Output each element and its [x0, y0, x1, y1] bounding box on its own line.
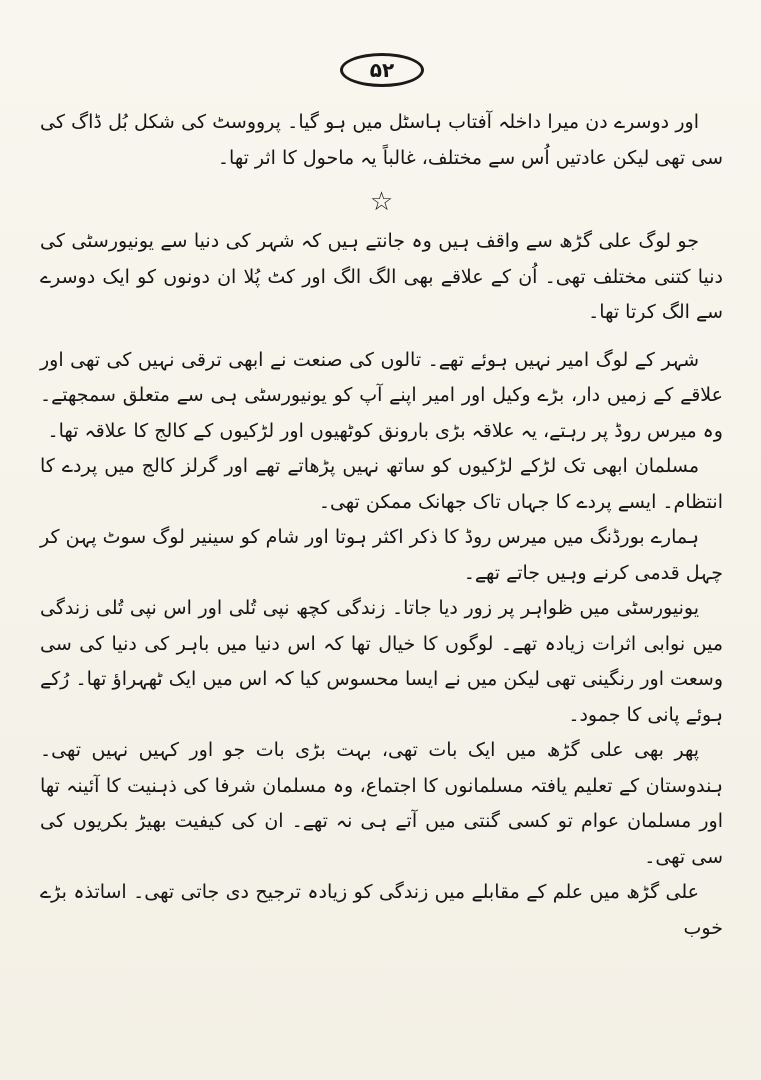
paragraph-1: اور دوسرے دن میرا داخلہ آفتاب ہاسٹل میں ہو گیا۔ پرووسٹ کی شکل بُل ڈاگ کی سی تھی لیکن عادتیں اُس سے مختلف، غالباً یہ ماحول کا اثر تھا۔ [40, 111, 723, 169]
page-number: ۵۲ [369, 58, 395, 82]
paragraph-7: پھر بھی علی گڑھ میں ایک بات تھی، بہت بڑی بات جو اور کہیں نہیں تھی۔ ہندوستان کے تعلیم یافتہ مسلمانوں کا اجتماع، وہ مسلمان شرفا کی ذہنیت کا آئینہ تھا اور مسلمان عوام تو کسی گنتی میں آتے ہی نہ تھے۔ ان کی کیفیت بھیڑ بکریوں کی سی تھی۔ [40, 739, 723, 868]
page-body [40, 105, 723, 946]
paragraph-3: شہر کے لوگ امیر نہیں ہوئے تھے۔ تالوں کی صنعت نے ابھی ترقی نہیں کی تھی اور علاقے کے زمیں دار، بڑے وکیل اور امیر اپنے آپ کو یونیورسٹی ہی سے متعلق سمجھتے۔ وہ میرس روڈ پر رہتے، یہ علاقہ بڑی بارونق کوٹھیوں اور لڑکیوں کے کالج کا علاقہ تھا۔ [40, 348, 723, 442]
paragraph-4: مسلمان ابھی تک لڑکے لڑکیوں کو ساتھ نہیں پڑھاتے تھے اور گرلز کالج میں پردے کا انتظام۔ ایسے پردے کا جہاں تاک جھانک ممکن تھی۔ [40, 455, 723, 513]
star-outline-icon: ☆ [369, 187, 394, 217]
paragraph-8: علی گڑھ میں علم کے مقابلے میں زندگی کو زیادہ ترجیح دی جاتی تھی۔ اساتذہ بڑے خوب [40, 881, 723, 939]
paragraph-2: جو لوگ علی گڑھ سے واقف ہیں وہ جانتے ہیں کہ شہر کی دنیا سے یونیورسٹی کی دنیا کتنی مختلف تھی۔ اُن کے علاقے بھی الگ الگ اور کٹ پُلا ان دونوں کو ایک دوسرے سے الگ کرتا تھا۔ [40, 230, 723, 323]
page-number-badge [340, 53, 424, 87]
paragraph-6: یونیورسٹی میں ظواہر پر زور دیا جاتا۔ زندگی کچھ نپی تُلی اور اس نپی تُلی زندگی میں نوابی اثرات زیادہ تھے۔ لوگوں کا خیال تھا کہ اس دنیا میں باہر کی دنیا کی سی وسعت اور رنگینی تھی لیکن میں نے ایسا محسوس کیا کہ اس میں ایک ٹھہراؤ تھا۔ رُکے ہوئے پانی کا جمود۔ [40, 597, 723, 726]
paragraph-5: ہمارے بورڈنگ میں میرس روڈ کا ذکر اکثر ہوتا اور شام کو سینیر لوگ سوٹ پہن کر چہل قدمی کرنے وہیں جاتے تھے۔ [40, 526, 723, 584]
section-divider [40, 180, 723, 224]
